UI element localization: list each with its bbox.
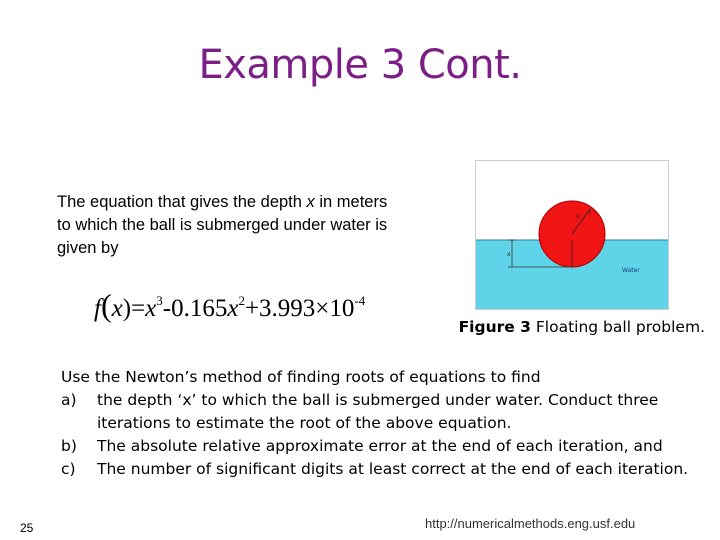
eq-open-paren: ( [100, 287, 112, 323]
intro-line-1-before: The equation that gives the depth [57, 193, 307, 211]
intro-line-1 [57, 191, 467, 214]
intro-variable: x [306, 193, 315, 211]
task-description [61, 366, 711, 481]
eq-term3: +3.993×10 [244, 295, 355, 322]
floating-ball-figure [475, 160, 669, 310]
task-item-b [61, 435, 711, 458]
intro-line-3: given by [57, 239, 119, 257]
task-item-a-marker: a) [61, 391, 77, 409]
task-item-c-marker: c) [61, 460, 76, 478]
eq-term1-var: x [145, 295, 157, 322]
eq-term2-var: x [227, 295, 239, 322]
task-item-a [61, 389, 711, 435]
slide-title: Example 3 Cont. [198, 42, 522, 88]
caption-text: Floating ball problem. [530, 318, 705, 336]
task-lead: Use the Newton’s method of finding roots of equations to find [61, 368, 541, 386]
floating-ball-diagram [476, 161, 668, 309]
intro-text [57, 191, 467, 260]
task-list [61, 389, 711, 481]
eq-arg: x [111, 295, 123, 322]
figure-caption [459, 318, 705, 336]
depth-x-label: x [507, 251, 511, 258]
intro-line-2: to which the ball is submerged under water is [57, 216, 388, 234]
radius-label: r [589, 210, 592, 217]
eq-term2-coef: -0.165 [162, 295, 228, 322]
intro-line-1-after: in meters [314, 193, 388, 211]
task-item-a-text: the depth ‘x’ to which the ball is submerged under water. Conduct three iterations to estimate the root of the above equation. [97, 391, 659, 432]
task-item-b-text: The absolute relative approximate error at the end of each iteration, and [97, 437, 663, 455]
page-number: 25 [20, 521, 34, 535]
ball-x-label: x [576, 213, 580, 220]
eq-func: f [94, 295, 101, 322]
equation [94, 280, 365, 322]
footer-url[interactable]: http://numericalmethods.eng.usf.edu [425, 516, 636, 531]
eq-term2-exp: 2 [238, 293, 245, 308]
water-label: Water [622, 267, 640, 274]
task-item-c [61, 458, 711, 481]
task-item-c-text: The number of significant digits at least correct at the end of each iteration. [97, 460, 689, 478]
task-item-b-marker: b) [61, 437, 77, 455]
eq-close-paren-equals: )= [122, 295, 146, 322]
eq-term3-exp: -4 [354, 293, 366, 308]
eq-term1-exp: 3 [156, 293, 163, 308]
caption-label: Figure 3 [458, 318, 531, 336]
